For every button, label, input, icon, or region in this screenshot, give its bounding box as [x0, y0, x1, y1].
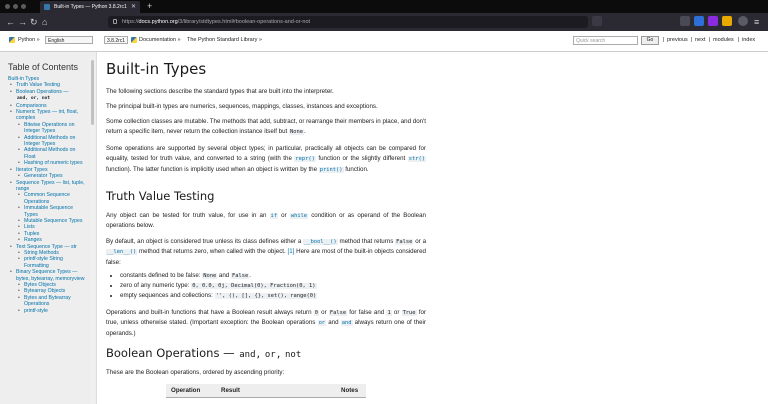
bool-method-link[interactable]: __bool__()	[304, 239, 337, 245]
toc-item[interactable]: • Hashing of numeric types	[8, 160, 88, 166]
list-item	[120, 271, 420, 281]
text: Boolean Operations —	[106, 346, 239, 360]
code-none: None	[289, 129, 303, 136]
text: condition or as operand of the Boolean operations below.	[106, 212, 426, 230]
and-link[interactable]: and	[341, 320, 352, 327]
truth-default-paragraph	[106, 237, 426, 268]
toc-item[interactable]: • String Methods	[8, 250, 88, 256]
code-or: or	[264, 350, 276, 360]
bookmark-star-icon[interactable]	[592, 16, 602, 26]
text: function.	[343, 165, 369, 173]
python-favicon-icon	[44, 4, 50, 10]
text: function or the slightly different	[315, 155, 408, 163]
text: .	[249, 272, 251, 279]
code-none: None	[203, 273, 217, 279]
code-empty-collections: '', (), [], {}, set(), range(0)	[215, 293, 317, 299]
toc-item[interactable]: Built-in Types	[8, 76, 40, 82]
code-false: False	[231, 273, 249, 279]
url-host: docs.python.org	[138, 19, 178, 25]
browser-nav-bar	[0, 13, 768, 31]
list-item	[120, 281, 420, 291]
toc-item[interactable]: • Numeric Types — int, float, complex	[8, 109, 88, 122]
text: The following sections describe the standard types that are built into the interpreter.	[106, 88, 334, 95]
text: or a	[413, 238, 427, 245]
toc-item[interactable]: • Generator Types	[8, 173, 88, 179]
toc-item[interactable]: • printf-style String Formatting	[8, 256, 88, 269]
code-zeros: 0, 0.0, 0j, Decimal(0), Fraction(0, 1)	[192, 283, 316, 289]
toc-item[interactable]: • Additional Methods on Float	[8, 147, 88, 160]
sidebar-scroll-thumb[interactable]	[91, 60, 94, 125]
nav-previous-link[interactable]: previous	[667, 37, 688, 43]
toc-item[interactable]: • Bitwise Operations on Integer Types	[8, 122, 88, 135]
toc-item[interactable]: • Text Sequence Type — str	[8, 244, 88, 250]
code-true: True	[402, 310, 416, 316]
text: Any object can be tested for truth value, for use in an	[106, 212, 270, 219]
breadcrumb-standard-library[interactable]: The Python Standard Library »	[187, 37, 262, 43]
language-select[interactable]: English	[45, 36, 93, 44]
boolean-result-paragraph	[106, 308, 426, 339]
text: constants defined to be false:	[120, 272, 203, 279]
forward-arrow-icon[interactable]: →	[18, 17, 27, 27]
boolean-operations-table	[166, 384, 366, 398]
text: .	[303, 128, 306, 136]
python-logo-icon	[9, 37, 15, 43]
text: function). The latter function is implicitly used when an object is written by the	[106, 165, 319, 173]
menu-icon[interactable]: ≡	[754, 17, 760, 27]
truth-paragraph	[106, 211, 426, 232]
mutable-paragraph	[106, 117, 426, 138]
toc-item[interactable]: • Tuples	[8, 231, 88, 237]
breadcrumb-documentation[interactable]: Documentation »	[139, 37, 181, 43]
extension-icon[interactable]	[694, 16, 704, 26]
toc-item-code[interactable]	[8, 95, 88, 102]
text: By default, an object is considered true unless its class defines either a	[106, 238, 304, 245]
table-header-notes: Notes	[336, 384, 366, 398]
nav-separator: |	[709, 37, 711, 43]
toc-title: Table of Contents	[8, 62, 79, 72]
toc-item[interactable]: • Immutable Sequence Types	[8, 205, 88, 218]
nav-separator: |	[663, 37, 665, 43]
heading-truth-value-testing: Truth Value Testing	[106, 189, 215, 203]
window-minimize-dot[interactable]	[13, 4, 18, 9]
extension-icon[interactable]	[708, 16, 718, 26]
operations-paragraph	[106, 144, 426, 175]
toc-item[interactable]: • Ranges	[8, 237, 88, 243]
docs-icon	[131, 37, 137, 43]
url-path: /3/library/stdtypes.html#boolean-operations-and-or-not	[177, 19, 311, 25]
list-item	[120, 291, 420, 301]
toc-item[interactable]: • Additional Methods on Integer Types	[8, 135, 88, 148]
or-link[interactable]: or	[318, 320, 326, 327]
browser-tab-active[interactable]	[40, 1, 140, 13]
toc-item[interactable]: • Mutable Sequence Types	[8, 218, 88, 224]
text: or	[391, 309, 402, 316]
table-header-result: Result	[216, 384, 336, 398]
toc-item[interactable]: • Iterator Types	[8, 167, 88, 173]
quick-search-input[interactable]: Quick search	[573, 36, 638, 45]
toc-item[interactable]: • Comparisons	[8, 103, 88, 109]
toc-item[interactable]: • Sequence Types — list, tuple, range	[8, 180, 88, 193]
python-home-link[interactable]: Python »	[18, 37, 40, 43]
text: Some operations are supported by several object types; in particular, practically all objects can be compared for equality, tested for truth value, and converted to a string (with the	[106, 145, 426, 163]
text: empty sequences and collections:	[120, 292, 215, 299]
code-zero: 0	[314, 310, 318, 316]
if-link[interactable]: if	[270, 213, 278, 219]
extension-icon[interactable]	[680, 16, 690, 26]
code-one: 1	[387, 310, 391, 316]
text: Operations and built-in functions that have a Boolean result always return	[106, 309, 314, 316]
heading-boolean-operations	[106, 346, 302, 360]
nav-separator: |	[691, 37, 693, 43]
new-tab-icon[interactable]: +	[147, 1, 153, 11]
text: zero of any numeric type:	[120, 282, 192, 289]
back-arrow-icon[interactable]: ←	[6, 17, 15, 27]
intro-paragraph	[106, 102, 426, 112]
toc-item[interactable]: • Truth Value Testing	[8, 82, 88, 88]
false-values-list	[106, 271, 420, 301]
len-method-link[interactable]: __len__()	[107, 249, 137, 256]
code-false: False	[396, 239, 413, 245]
nav-next-link[interactable]: next	[695, 37, 706, 43]
sidebar-toc	[0, 52, 97, 404]
text: The principal built-in types are numerics, sequences, mappings, classes, instances and exceptions.	[106, 103, 378, 110]
page-title: Built-in Types	[106, 60, 207, 78]
text: ,	[276, 346, 284, 360]
text: method that returns zero, when called with the object.	[137, 248, 288, 256]
text: for false and	[347, 309, 387, 316]
nav-index-link[interactable]: index	[742, 37, 756, 43]
intro-paragraph	[106, 87, 426, 97]
nav-modules-link[interactable]: modules	[713, 37, 734, 43]
text: Some collection classes are mutable. The methods that add, subtract, or rearrange their members in place, and don't return a specific item, never return the collection instance itself but	[106, 118, 426, 136]
home-icon[interactable]: ⌂	[42, 17, 48, 27]
version-select[interactable]: 3.8.2rc1	[104, 36, 128, 44]
tab-title: Built-in Types — Python 3.8.2rc1	[54, 4, 127, 10]
text: and	[217, 272, 231, 279]
text: method that returns	[337, 238, 396, 245]
toc-item[interactable]: • Lists	[8, 224, 88, 230]
toc-item[interactable]: • Bytes Objects	[8, 282, 88, 288]
toc-item[interactable]: • printf-style	[8, 308, 88, 314]
toc-item[interactable]: • Binary Sequence Types — bytes, bytearray, memoryview	[8, 269, 88, 282]
text: These are the Boolean operations, ordered by ascending priority:	[106, 369, 285, 376]
toc-list	[8, 76, 88, 314]
toc-item[interactable]: • Bytes and Bytearray Operations	[8, 295, 88, 308]
while-link[interactable]: while	[290, 213, 308, 219]
toc-code: and, or, not	[17, 96, 51, 102]
search-go-button[interactable]: Go	[641, 36, 659, 45]
browser-tab-bar	[0, 0, 768, 13]
text: always return one of their operands.)	[106, 319, 426, 337]
text: or	[318, 309, 329, 316]
address-bar[interactable]: https://docs.python.org/3/library/stdtypes.html#boolean-operations-and-or-not	[108, 16, 588, 28]
code-and: and	[239, 350, 256, 360]
window-maximize-dot[interactable]	[21, 4, 26, 9]
footnote-link[interactable]: [1]	[287, 248, 295, 256]
window-close-dot[interactable]	[5, 4, 10, 9]
docs-related-bar	[0, 31, 768, 52]
boolean-intro-paragraph	[106, 368, 426, 378]
nav-separator: |	[738, 37, 740, 43]
text: Here are most of the built-in objects considered false:	[106, 248, 426, 266]
text: and	[326, 319, 341, 327]
table-header-operation: Operation	[166, 384, 216, 398]
extension-icon[interactable]	[722, 16, 732, 26]
text: or	[278, 212, 290, 219]
account-icon[interactable]	[738, 16, 748, 26]
tab-close-icon[interactable]: ✕	[130, 4, 136, 10]
text: ,	[256, 346, 264, 360]
code-not: not	[285, 350, 302, 360]
text: for true, unless otherwise stated. (Important exception: the Boolean operations	[106, 309, 426, 327]
code-false: False	[329, 310, 347, 316]
table-header-row	[166, 384, 366, 398]
toc-item[interactable]: • Bytearray Objects	[8, 288, 88, 294]
toc-item[interactable]: • Common Sequence Operations	[8, 192, 88, 205]
reload-icon[interactable]: ↻	[30, 17, 38, 27]
print-link[interactable]: print()	[319, 166, 343, 173]
toc-item[interactable]: • Boolean Operations —	[8, 89, 88, 95]
repr-link[interactable]: repr()	[295, 156, 315, 163]
str-link[interactable]: str()	[408, 156, 426, 163]
lock-icon	[113, 19, 117, 24]
